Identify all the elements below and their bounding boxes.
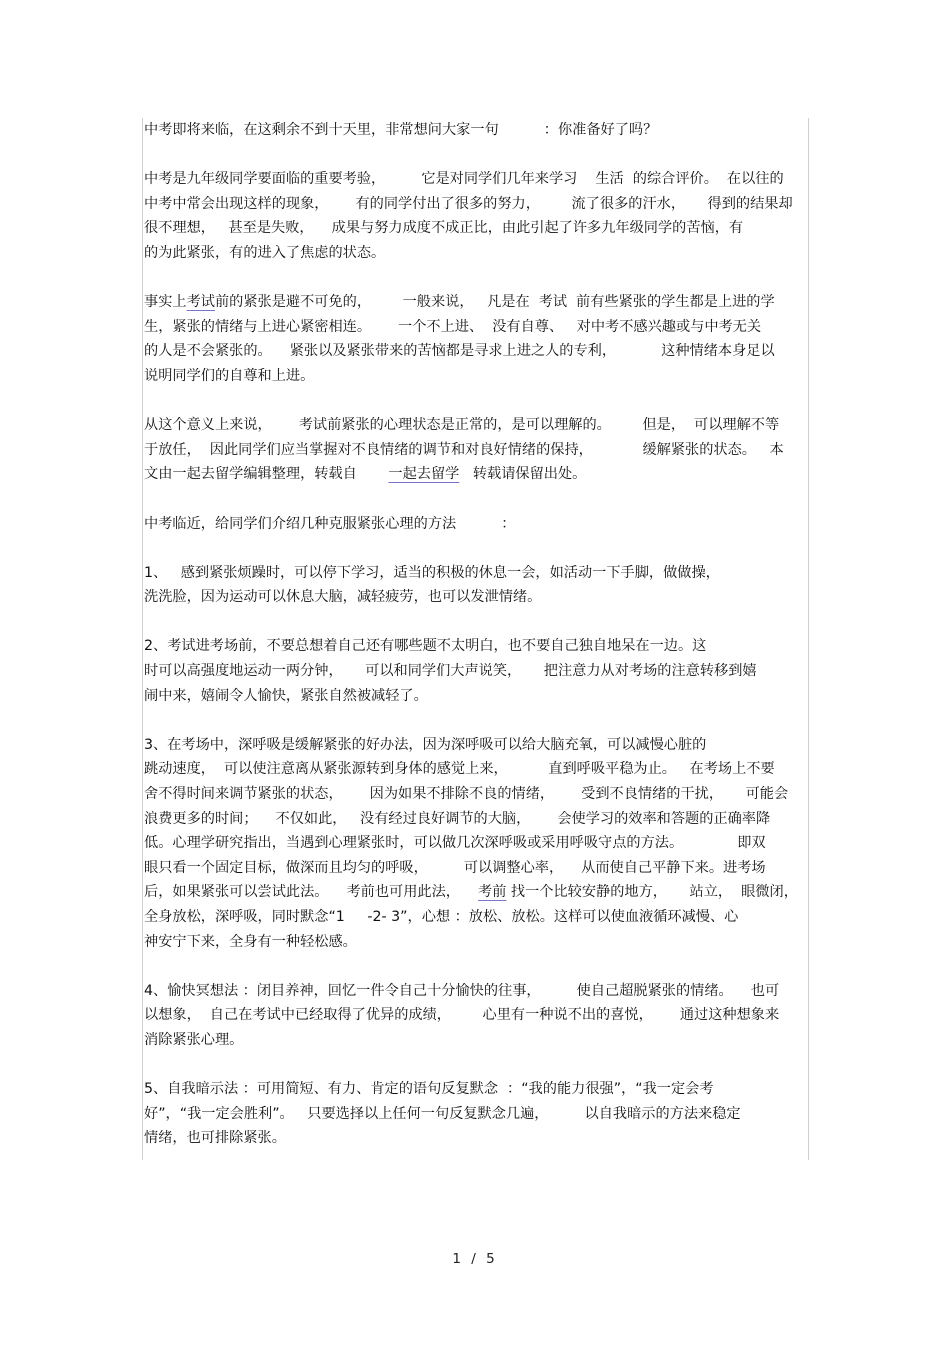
text-line: 1、 感到紧张烦躁时，可以停下学习，适当的积极的休息一会，如活动一下手脚，做做操， (144, 564, 720, 581)
text-line: 5、自我暗示法 ：可用简短、有力、肯定的语句反复默念 ：“我的能力很强”，“我一定会考 (144, 1081, 714, 1098)
text-line: 从这个意义上来说， 考试前紧张的心理状态是正常的，是可以理解的。 但是， 可以理解不等 (144, 417, 780, 434)
text-line: 后，如果紧张可以尝试此法。 考前也可用此法， 考前 找一个比较安静的地方， 站立， 眼微闭， (144, 884, 798, 901)
text-line: 浪费更多的时间； 不仅如此， 没有经过良好调节的大脑， 会使学习的效率和答题的正确率降 (144, 810, 771, 827)
text-line: 中考临近，给同学们介绍几种克服紧张心理的方法 ： (144, 515, 516, 532)
text-line: 很不理想， 甚至是失败， 成果与努力成度不成正比，由此引起了许多九年级同学的苦恼，有 (144, 220, 744, 237)
text-line: 中考即将来临，在这剩余不到十天里，非常想问大家一句 ：你准备好了吗？ (144, 122, 658, 138)
text-line: 舍不得时间来调节紧张的状态， 因为如果不排除不良的情绪， 受到不良情绪的干扰， 可能会 (144, 786, 789, 803)
paragraph-meaning (144, 413, 814, 487)
paragraph-exam-importance (144, 167, 814, 265)
text-line: 4、愉快冥想法 ：闭目养神，回忆一件令自己十分愉快的往事， 使自己超脱紧张的情绪。 也可 (144, 982, 780, 999)
text-line: 好”，“我一定会胜利”。 只要选择以上任何一句反复默念几遍， 以自我暗示的方法来稳定 (144, 1105, 741, 1122)
text-line: 于放任， 因此同学们应当掌握对不良情绪的调节和对良好情绪的保持， 缓解紧张的状态。 本 (144, 441, 784, 458)
text-line: 时可以高强度地运动一两分钟， 可以和同学们大声说笑， 把注意力从对考场的注意转移到嬉 (144, 663, 757, 680)
text-line: 以想象， 自己在考试中已经取得了优异的成绩， 心里有一种说不出的喜悦， 通过这种想象来 (144, 1007, 780, 1024)
text-line: 情绪，也可排除紧张。 (144, 1130, 286, 1147)
text-line: 2、考试进考场前，不要总想着自己还有哪些题不太明白，也不要自己独自地呆在一边。这 (144, 638, 707, 655)
text-line: 低。心理学研究指出，当遇到心理紧张时，可以做几次深呼吸或采用呼吸守点的方法。 即双 (144, 835, 766, 852)
text-line: 事实上考试前的紧张是避不可免的， 一般来说， 凡是在 考试 前有些紧张的学生都是上进的学 (144, 294, 775, 311)
text-line: 生，紧张的情绪与上进心紧密相连。 一个不上进、 没有自尊、 对中考不感兴趣或与中考无关 (144, 318, 762, 335)
paragraph-method-4 (144, 979, 814, 1053)
document-body (144, 118, 814, 1176)
text-line: 消除紧张心理。 (144, 1031, 244, 1048)
text-line: 神安宁下来，全身有一种轻松感。 (144, 933, 357, 950)
text-line: 跳动速度， 可以使注意离从紧张源转到身体的感觉上来， 直到呼吸平稳为止。 在考场上不要 (144, 761, 775, 778)
text-line: 3、在考场中，深呼吸是缓解紧张的好办法，因为深呼吸可以给大脑充氧，可以减慢心脏的 (144, 736, 707, 753)
text-line: 全身放松，深呼吸，同时默念“1 -2- 3”，心想 ：放松、放松。这样可以使血液循环减慢、心 (144, 909, 739, 925)
paragraph-method-2 (144, 634, 814, 708)
text-line: 说明同学们的自尊和上进。 (144, 367, 315, 384)
paragraph-method-5 (144, 1077, 814, 1151)
text-line: 中考中常会出现这样的现象， 有的同学付出了很多的努力， 流了很多的汗水， 得到的结果却 (144, 195, 793, 212)
inline-link[interactable]: 考试 (186, 294, 215, 311)
text-line: 闹中来，嬉闹令人愉快，紧张自然被减轻了。 (144, 687, 428, 704)
page-number: 1 / 5 (452, 1251, 498, 1267)
paragraph-nervousness (144, 290, 814, 388)
text-line: 眼只看一个固定目标，做深而且均匀的呼吸， 可以调整心率， 从而使自己平静下来。进考场 (144, 859, 766, 876)
text-line: 中考是九年级同学要面临的重要考验， 它是对同学们几年来学习 生活 的综合评价。 在以往的 (144, 171, 784, 188)
paragraph-methods-intro (144, 512, 814, 537)
paragraph-intro (144, 118, 814, 143)
paragraph-method-3 (144, 733, 814, 954)
paragraph-method-1 (144, 561, 814, 610)
inline-link[interactable]: 一起去留学 (388, 466, 460, 483)
text-line: 的人是不会紧张的。 紧张以及紧张带来的苦恼都是寻求上进之人的专利， 这种情绪本身足以 (144, 343, 775, 360)
inline-link[interactable]: 考前 (478, 884, 507, 901)
text-line: 文由一起去留学编辑整理，转载自 一起去留学 转载请保留出处。 (144, 466, 587, 483)
text-line: 的为此紧张，有的进入了焦虑的状态。 (144, 244, 386, 261)
text-line: 洗洗脸，因为运动可以休息大脑，减轻疲劳，也可以发泄情绪。 (144, 589, 542, 606)
